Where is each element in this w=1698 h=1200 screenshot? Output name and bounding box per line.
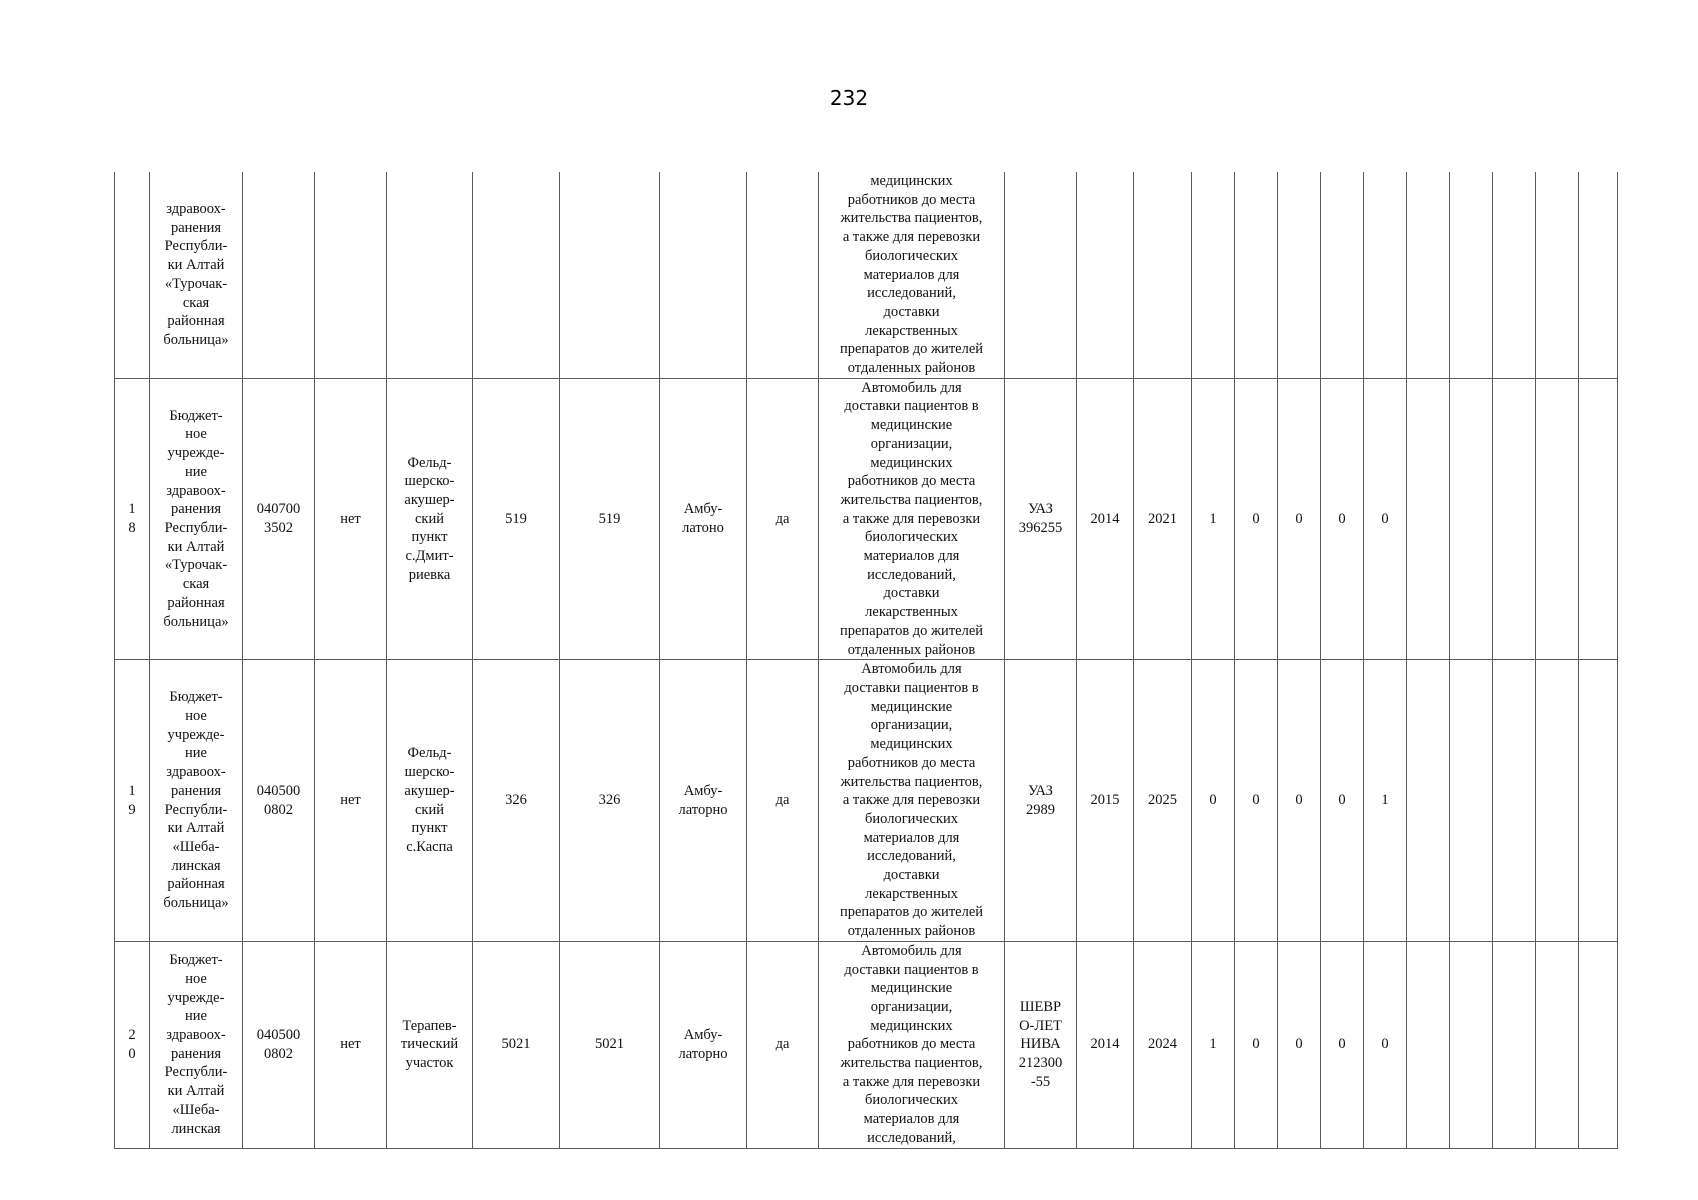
empty-cell — [1450, 378, 1493, 660]
value-cell: 0 — [1321, 941, 1364, 1148]
population-served-cell — [560, 172, 660, 378]
yes-no-cell: да — [747, 378, 819, 660]
care-mode-cell: Амбу- латорно — [660, 941, 747, 1148]
code-cell: 040500 0802 — [243, 660, 315, 942]
care-mode-cell: Амбу- латоно — [660, 378, 747, 660]
unit-cell: Терапев- тический участок — [387, 941, 473, 1148]
value-cell: 0 — [1321, 660, 1364, 942]
year-cell: 2014 — [1077, 941, 1134, 1148]
population-served-cell: 326 — [560, 660, 660, 942]
yes-no-cell: да — [747, 941, 819, 1148]
empty-cell — [1493, 172, 1536, 378]
empty-cell — [1579, 378, 1618, 660]
empty-cell — [1407, 941, 1450, 1148]
table-row — [115, 660, 1618, 942]
flag-cell: нет — [315, 941, 387, 1148]
code-cell — [243, 172, 315, 378]
flag-cell: нет — [315, 378, 387, 660]
empty-cell — [1579, 172, 1618, 378]
empty-cell — [1493, 378, 1536, 660]
value-cell — [1235, 172, 1278, 378]
flag-cell: нет — [315, 660, 387, 942]
value-cell — [1321, 172, 1364, 378]
organization-cell: Бюджет- ное учрежде- ние здравоох- ранения Республи- ки Алтай «Шеба- линская районная больница» — [150, 660, 243, 942]
vehicle-model-cell: УАЗ 2989 — [1005, 660, 1077, 942]
value-cell — [1192, 172, 1235, 378]
empty-cell — [1450, 172, 1493, 378]
value-cell — [1278, 172, 1321, 378]
row-number-cell: 1 9 — [115, 660, 150, 942]
value-cell: 1 — [1364, 660, 1407, 942]
purpose-cell: медицинских работников до места жительства пациентов, а также для перевозки биологических материалов для исследований, доставки лекарственных препаратов до жителей отдаленных районов — [819, 172, 1005, 378]
vehicle-model-cell: ШЕВР О-ЛЕТ НИВА 212300 -55 — [1005, 941, 1077, 1148]
table-row — [115, 378, 1618, 660]
page-number: 232 — [829, 86, 869, 110]
replacement-year-cell — [1134, 172, 1192, 378]
row-number-cell — [115, 172, 150, 378]
replacement-year-cell: 2024 — [1134, 941, 1192, 1148]
population-served-cell: 5021 — [560, 941, 660, 1148]
empty-cell — [1536, 378, 1579, 660]
value-cell: 0 — [1192, 660, 1235, 942]
unit-cell — [387, 172, 473, 378]
empty-cell — [1493, 941, 1536, 1148]
population-served-cell: 519 — [560, 378, 660, 660]
value-cell: 0 — [1235, 378, 1278, 660]
organization-cell: Бюджет- ное учрежде- ние здравоох- ранения Республи- ки Алтай «Шеба- линская — [150, 941, 243, 1148]
code-cell: 040700 3502 — [243, 378, 315, 660]
population-cell: 519 — [473, 378, 560, 660]
empty-cell — [1536, 660, 1579, 942]
unit-cell: Фельд- шерско- акушер- ский пункт с.Дмит- риевка — [387, 378, 473, 660]
purpose-cell: Автомобиль для доставки пациентов в медицинские организации, медицинских работников до места жительства пациентов, а также для перевозки биологических материалов для исследований, — [819, 941, 1005, 1148]
table-row — [115, 941, 1618, 1148]
replacement-year-cell: 2021 — [1134, 378, 1192, 660]
flag-cell — [315, 172, 387, 378]
vehicle-model-cell: УАЗ 396255 — [1005, 378, 1077, 660]
care-mode-cell: Амбу- латорно — [660, 660, 747, 942]
value-cell: 1 — [1192, 378, 1235, 660]
value-cell: 0 — [1235, 941, 1278, 1148]
value-cell: 0 — [1278, 378, 1321, 660]
empty-cell — [1407, 660, 1450, 942]
unit-cell: Фельд- шерско- акушер- ский пункт с.Каспа — [387, 660, 473, 942]
care-mode-cell — [660, 172, 747, 378]
population-cell: 5021 — [473, 941, 560, 1148]
year-cell: 2014 — [1077, 378, 1134, 660]
yes-no-cell: да — [747, 660, 819, 942]
value-cell: 0 — [1364, 378, 1407, 660]
empty-cell — [1579, 941, 1618, 1148]
value-cell: 0 — [1278, 660, 1321, 942]
value-cell: 0 — [1321, 378, 1364, 660]
empty-cell — [1579, 660, 1618, 942]
value-cell: 0 — [1364, 941, 1407, 1148]
row-number-cell: 2 0 — [115, 941, 150, 1148]
purpose-cell: Автомобиль для доставки пациентов в медицинские организации, медицинских работников до места жительства пациентов, а также для перевозки биологических материалов для исследований, доставки лекарственных препаратов до жителей отдаленных районов — [819, 378, 1005, 660]
year-cell — [1077, 172, 1134, 378]
value-cell: 1 — [1192, 941, 1235, 1148]
organization-cell: здравоох- ранения Республи- ки Алтай «Турочак- ская районная больница» — [150, 172, 243, 378]
empty-cell — [1450, 660, 1493, 942]
empty-cell — [1493, 660, 1536, 942]
vehicle-table — [114, 172, 1618, 1149]
yes-no-cell — [747, 172, 819, 378]
replacement-year-cell: 2025 — [1134, 660, 1192, 942]
population-cell: 326 — [473, 660, 560, 942]
year-cell: 2015 — [1077, 660, 1134, 942]
vehicle-model-cell — [1005, 172, 1077, 378]
empty-cell — [1450, 941, 1493, 1148]
code-cell: 040500 0802 — [243, 941, 315, 1148]
value-cell: 0 — [1235, 660, 1278, 942]
organization-cell: Бюджет- ное учрежде- ние здравоох- ранения Республи- ки Алтай «Турочак- ская районная больница» — [150, 378, 243, 660]
population-cell — [473, 172, 560, 378]
purpose-cell: Автомобиль для доставки пациентов в медицинские организации, медицинских работников до места жительства пациентов, а также для перевозки биологических материалов для исследований, доставки лекарственных препаратов до жителей отдаленных районов — [819, 660, 1005, 942]
value-cell: 0 — [1278, 941, 1321, 1148]
value-cell — [1364, 172, 1407, 378]
empty-cell — [1536, 172, 1579, 378]
table-row — [115, 172, 1618, 378]
empty-cell — [1536, 941, 1579, 1148]
empty-cell — [1407, 172, 1450, 378]
row-number-cell: 1 8 — [115, 378, 150, 660]
empty-cell — [1407, 378, 1450, 660]
